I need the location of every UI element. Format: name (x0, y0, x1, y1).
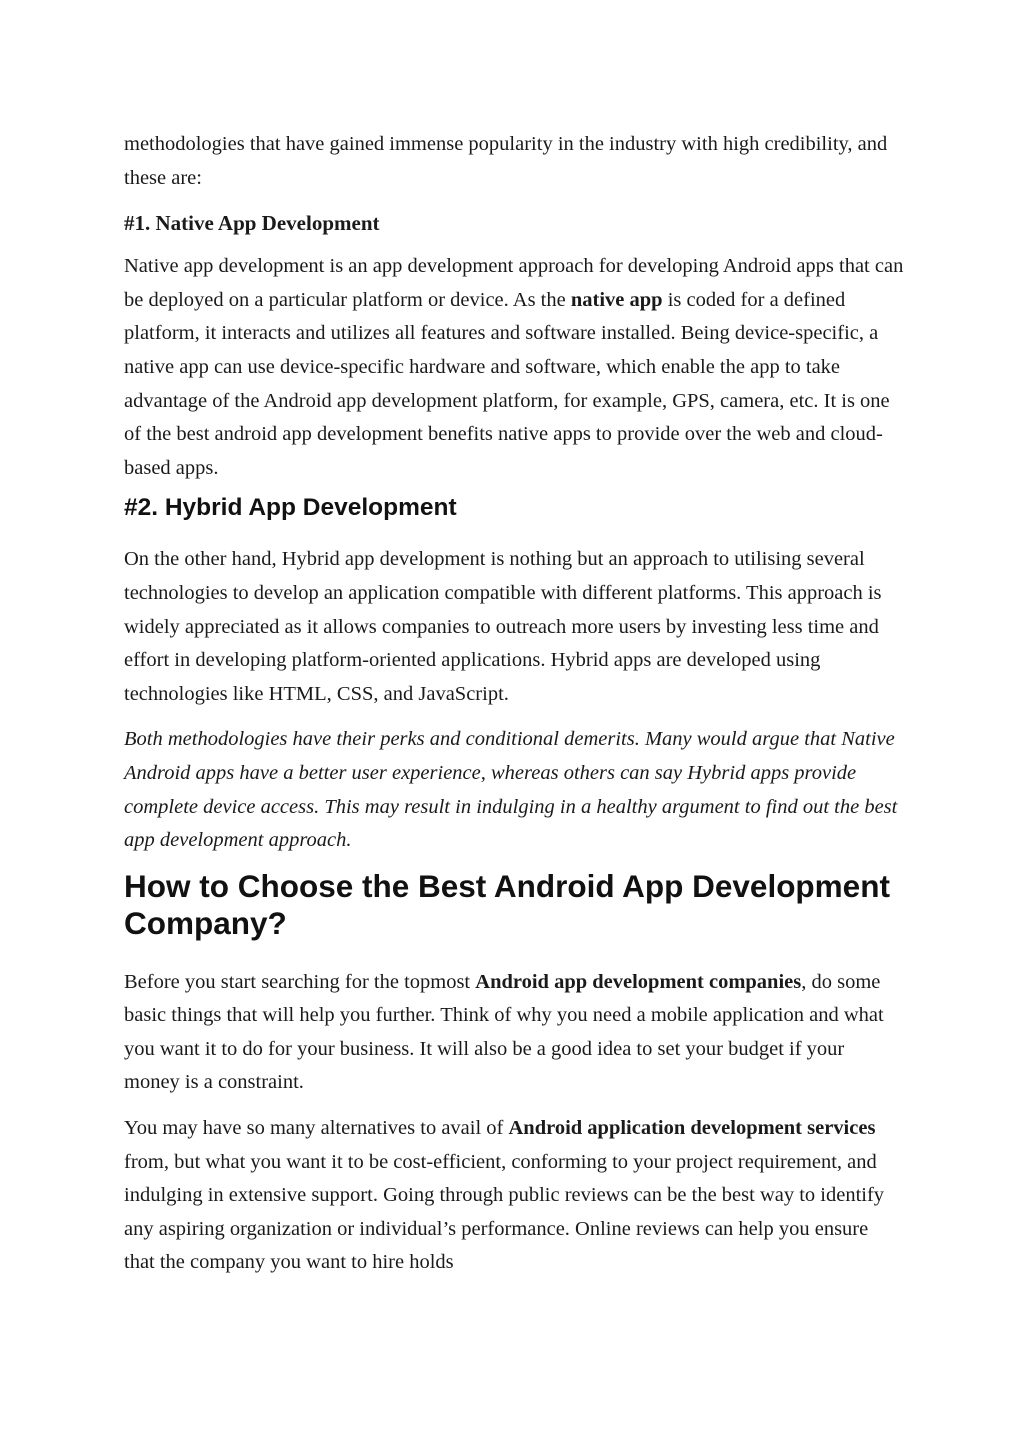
choose-company-heading: How to Choose the Best Android App Development Company? (124, 867, 890, 941)
methodologies-comparison-paragraph: Both methodologies have their perks and conditional demerits. Many would argue that Native Android apps have a better user experience, whereas others can say Hybrid apps provide complete device access. This may result in indulging in a healthy argument to find out the best app development approach. (124, 728, 898, 852)
choose-p2-bold-term: Android application development services (508, 1117, 876, 1140)
choose-p2-text-b: from, but what you want it to be cost-efficient, conforming to your project requirement, and indulging in extensive support. Going through public reviews can be the best way to identify any aspiring organization or individual’s performance. Online reviews can help you ensure that the company you want to hire holds (124, 1150, 885, 1274)
native-app-text-b: is coded for a defined platform, it interacts and utilizes all features and software installed. Being device-specific, a native app can use device-specific hardware and software, which enable the app to take advantage of the Android app development platform, for example, GPS, camera, etc. It is one of the best android app development benefits native apps to provide over the web and cloud-based apps. (124, 288, 890, 479)
document-page (124, 128, 904, 1292)
choose-p1-text-a: Before you start searching for the topmost (124, 970, 476, 993)
hybrid-app-heading: #2. Hybrid App Development (124, 494, 457, 522)
native-app-text-a: Native app development is an app development approach for developing Android apps that can be deployed on a particular platform or device. As the (124, 255, 904, 311)
choose-p1-text-b: , do some basic things that will help you further. Think of why you need a mobile application and what you want it to do for your business. It will also be a good idea to set your budget if your money is a constraint. (124, 970, 884, 1094)
native-app-heading: #1. Native App Development (124, 211, 380, 236)
choose-paragraph-1 (124, 966, 904, 1100)
native-app-bold-term: native app (570, 288, 663, 311)
hybrid-app-paragraph: On the other hand, Hybrid app development is nothing but an approach to utilising several technologies to develop an application compatible with different platforms. This approach is widely appreciated as it allows companies to outreach more users by investing less time and effort in developing platform-oriented applications. Hybrid apps are developed using technologies like HTML, CSS, and JavaScript. (124, 548, 882, 705)
native-app-paragraph (124, 250, 904, 485)
intro-paragraph: methodologies that have gained immense popularity in the industry with high credibility, and these are: (124, 133, 888, 189)
choose-paragraph-2 (124, 1112, 904, 1280)
choose-p1-bold-term: Android app development companies (475, 970, 802, 993)
choose-p2-text-a: You may have so many alternatives to avail of (124, 1117, 509, 1140)
